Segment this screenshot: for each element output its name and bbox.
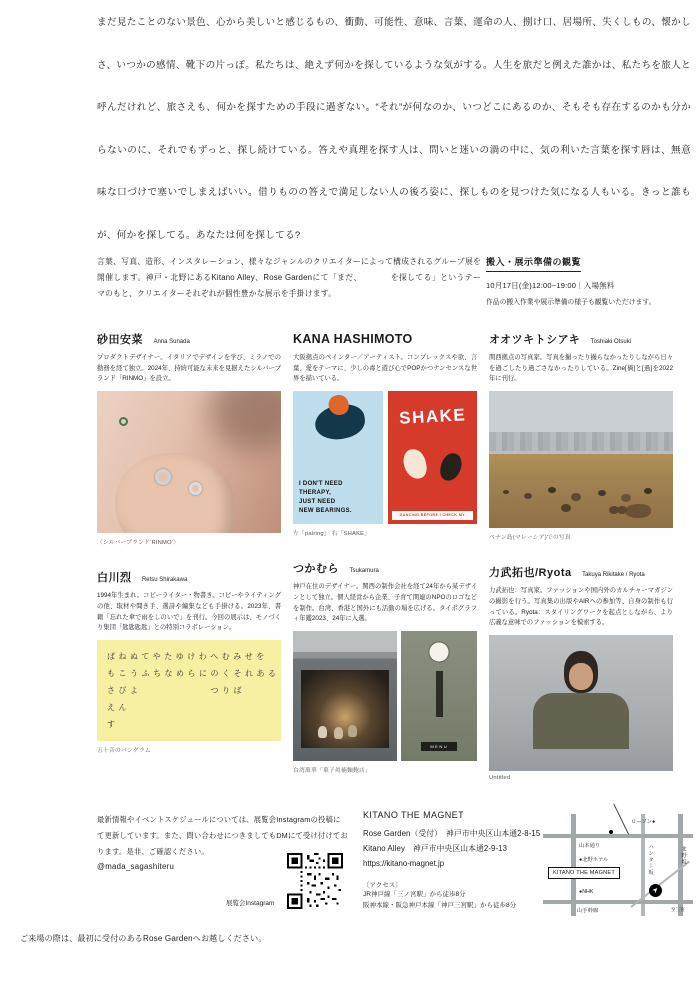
artist-bio: 神戸在住のデザイナー。関西の制作会社を経て24年から某デザインとして独立。個人経営から企業、子育て関連のNPOのロゴなどを制作。台湾、香港と国外にも活動の場を広げる。タイポグラフィ年鑑2023、24年に入選。 [293,583,477,623]
exhibition-description [97,254,481,302]
dancer-shape [401,447,428,480]
intro-line: まだ見たことのない景色、心から美しいと感じるもの、衝動、可能性、意味、言葉、運命の人、捌け口、居場所、失くしもの、懐かし [97,17,691,28]
map-street-yamate [543,900,693,904]
artist-name: つかむら [293,563,339,576]
intro-line: らないのに、それでもずっと、探し続けている。答えや真理を探す人は、問いと迷いの渦の中に、気の利いた言葉を探す唇は、無意 [97,144,691,156]
pangram-row: ぱねぬてやたゆけわへむみせを [107,651,268,661]
contact-line: 最新情報やイベントスケジュールについては、展覧会Instagramの投稿に [97,815,341,824]
artwork-caption: 五十音のパングラム [97,747,151,754]
access-line: 阪神本線・阪急神戸本線「神戸三宮駅」から徒歩8分 [363,902,517,909]
qr-label: 展覧会Instagram [226,900,275,907]
dancers-illustration [388,443,478,489]
viewing-note: 作品の搬入作業や展示準備の様子も観覧いただけます。 [486,299,656,306]
map-venue-box: KITANO THE MAGNET [548,867,620,879]
access-title: 〔アクセス〕 [363,882,402,889]
artist-profile-hashimoto [293,330,477,537]
poster-pairing [293,391,383,524]
artist-header [97,568,281,586]
map-connector-line [613,803,629,834]
dancer-shape [438,451,463,483]
silver-ring-shape [155,469,171,485]
map-label-nhk: ●NHK [579,889,594,895]
artist-header [489,330,673,348]
artist-name: オオツキトシアキ [489,334,581,346]
artist-header [489,563,673,581]
artwork-shop-photos [293,631,477,761]
poster-shake [388,391,478,524]
artwork-caption: 左「pairing」 右「SHAKE」 [293,531,371,538]
access-map [543,814,693,916]
intro-line: 味な口づけで塞いでしまえばいい。借りものの答えで満足しない人の後ろ姿に、探しものを見つけた気になる人もいる。きっと誰も [97,187,691,198]
artwork-caption: 台湾萬華「菓子眞楠麵麭店」 [293,767,371,774]
artwork-caption: 〈シルバーブランド'RINMO'〉 [97,540,180,547]
poster-text-line: NEW BEARINGS. [299,508,352,515]
people-shapes [318,726,327,738]
intro-line: さ、いつかの感情、靴下の片っぽ。私たちは、絶えず何かを探しているような気がする。人生を旅だと例えた誰かは、私たちを旅人と [97,59,691,71]
map-label-kitano-zaka: 北野坂 [680,846,686,865]
artist-bio: 大阪拠点のペインター／アーティスト。コンプレックスや欲、言葉、愛をテーマに、少しの毒と遊び心でPOPかつナンセンスな世界を描いている。 [293,354,477,383]
artwork-pangram [97,640,281,741]
venue-block [363,810,543,911]
poster-text [299,480,352,516]
map-label-yamamoto-dori: 山本通り [579,843,601,849]
photo-shop-sign [401,631,477,761]
artist-name-romaji: Retsu Shirakawa [141,577,188,584]
cow-shape [625,504,651,518]
pangram-row: もこうふちなめらにのくそれある [107,668,280,678]
artwork-caption: ペナン島(マレーシア)での写真 [489,535,571,542]
artist-name-romaji: Anna Sunada [153,339,190,345]
artist-bio: 関西拠点の写真家。写真を撮ったり撮らなかったりしながら日々を過ごしたり過ごさなかったりしている。Zine[禍]と[過]を2022年に刊行。 [489,354,673,383]
artist-profile-otsuki [489,330,673,541]
viewing-schedule: 10月17日(金)12:00−19:00｜入場無料 [486,281,615,290]
about-line: 言葉、写真、造形、インスタレーション、様々なジャンルのクリエイターによって構成されるグループ展を [97,257,481,266]
poster-footer-text: DANCING BEFORE I CHECK MY BALANCE [392,511,474,520]
artwork-caption: Untitled [489,774,511,781]
venue-address: Rose Garden（受付） 神戸市中央区山本通2-8-15 [363,829,541,838]
venue-address: Kitano Alley 神戸市中央区山本通2-9-13 [363,844,508,853]
artist-header [293,330,477,348]
compass-arrow-glyph: ➤ [650,885,661,896]
map-venue-dot [609,830,613,834]
map-label-sannomiya: 至三宮 [671,907,685,912]
map-label-kitano-hotel: ●北野ホテル [579,857,609,863]
map-street-yamamoto [543,834,693,838]
setup-viewing-info [486,252,692,306]
about-line: 開催します。神戸・北野にあるKitano Alley、Rose Gardenにて「まだ、 を探してる」というテー [97,273,481,282]
poster-text-line: JUST NEED [299,499,336,506]
artist-profile-sunada [97,330,281,546]
compass-icon [649,884,662,897]
map-label-lawson: ローソン● [631,819,656,825]
poster-title: SHAKE [398,405,467,428]
artist-name: KANA HASHIMOTO [293,332,413,346]
city-skyline-shape [489,432,673,451]
artist-name: 力武拓也/Ryota [489,567,572,580]
artist-name-romaji: Takuya Rikitake / Ryota [582,572,645,579]
pangram-row: さびよ つりば [107,685,245,695]
artist-name: 砂田安菜 [97,334,143,346]
shop-logo-circle [428,641,450,663]
map-label-hunter-zaka: ハンター坂 [647,844,653,876]
artist-name-romaji: Tsukamura [349,568,379,575]
sign-vertical-text-strip [436,671,443,717]
rider-illustration [313,402,367,443]
contact-line: て更新しています。また、問い合わせにつきましてもDMにて受け付けてお [97,831,348,840]
venue-url[interactable]: https://kitano-magnet.jp [363,859,445,868]
intro-line: 呼んだけれど、旅さえも、何かを探すための手段に過ぎない。“それ”が何なのか、いつどこにあるのか、そもそも存在するのかも分か [97,102,691,113]
photo-shadow-shape [209,391,281,451]
artist-profile-tsukamura [293,559,477,774]
contact-line: ります。是非、ご確認ください。 [97,847,209,856]
menu-plate: MENU [421,742,457,751]
portrait-head-shape [564,651,598,693]
pangram-row: す [107,719,119,729]
artwork-photo-cows [489,391,673,528]
portrait-jacket-shape [533,693,629,749]
intro-paragraph [97,2,691,257]
green-ring-shape [119,417,128,426]
map-label-yamate-kansen: 山手幹線 [577,908,599,914]
pangram-row: えん [107,702,130,712]
artist-name-romaji: Toshiaki Otsuki [590,339,632,345]
hand-shape [115,453,235,533]
artist-bio: 1994年生まれ。コピーライター・物書き。コピーやライティングの他、取材や聞き手、選詩や編集なども手掛ける。2023年、書籍「忘れた傘で雨をしのいで」を刊行。今回の展示は、モノづくり集団「匙匙匙匙」との特別コラボレーション。 [97,592,281,632]
viewing-title: 搬入・展示準備の観覧 [486,255,581,272]
artist-name: 白川烈 [97,572,132,585]
venue-name: KITANO THE MAGNET [363,810,464,820]
intro-line: が、何かを探してる。あなたは何を探してる? [97,229,301,241]
poster-text-line: THERAPY, [299,490,332,497]
artist-grid [97,330,673,781]
about-line: マのもと、クリエイターそれぞれが個性豊かな展示を手掛けます。 [97,289,337,298]
artwork-photo-portrait [489,635,673,771]
qr-code-instagram [287,853,343,909]
storefront-window [301,670,389,748]
artist-bio: プロダクトデザイナー。イタリアでデザインを学び、ミラノでの勤務を経て独立。2024年、持続可能な未来を見据えたシルバーブランド「RINMO」を設立。 [97,354,281,383]
artwork-posters [293,391,477,524]
grid-column-2 [293,330,477,781]
instagram-handle[interactable]: @mada_sagashiteru [97,862,175,871]
artist-header [97,330,281,348]
access-line: JR神戸線「三ノ宮駅」から徒歩8分 [363,891,466,898]
grid-column-1 [97,330,281,781]
artist-bio: 力武拓也：写真家。ファッションや国内外のカルチャーマガジンの撮影を行う。写真集の出版やAIRへの参加等、自身の制作も行っている。Ryota：スタイリングワークを起点としながら、より広義な意味でのファッションを模索する。 [489,587,673,627]
cow-shapes [503,490,509,494]
photo-storefront [293,631,397,761]
poster-text-line: I DON'T NEED [299,481,343,488]
artist-header [293,559,477,577]
grid-column-3 [489,330,673,781]
footer-note: ご来場の際は、最初に受付のあるRose Gardenへお越しください。 [20,934,267,943]
artist-profile-shirakawa [97,568,281,754]
artist-profile-rikitake [489,563,673,781]
artwork-photo-rinmo [97,391,281,533]
